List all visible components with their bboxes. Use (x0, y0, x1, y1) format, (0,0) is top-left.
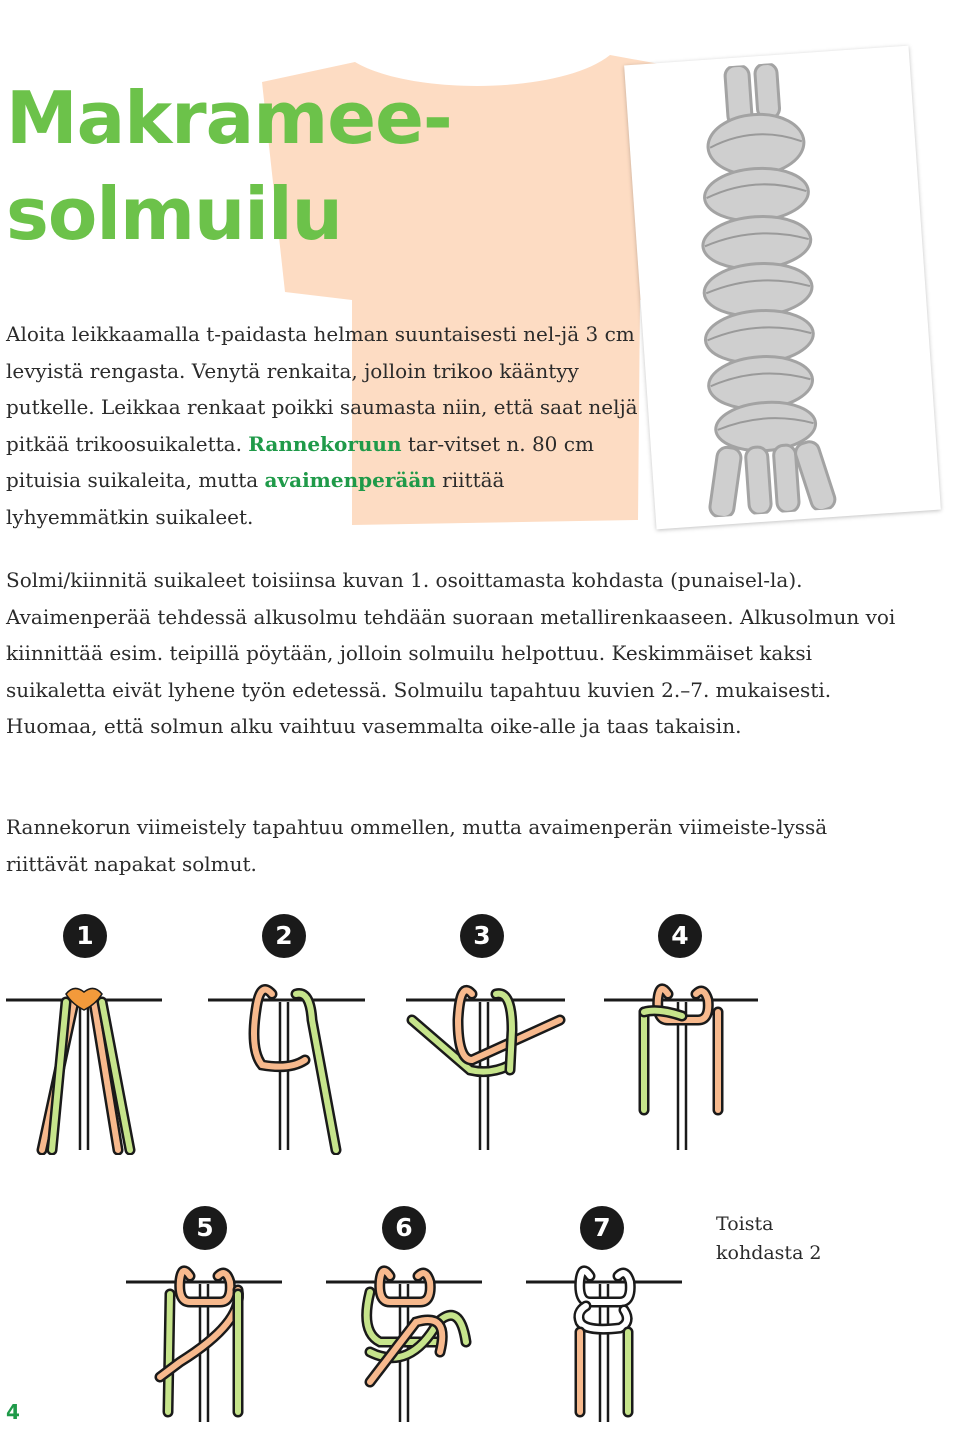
page-title (6, 70, 452, 262)
repeat-note-line-1: Toista (716, 1213, 774, 1235)
macrame-photo-image (633, 54, 933, 521)
finishing-paragraph: Rannekorun viimeistely tapahtuu ommellen, mutta avaimenperän viimeiste-lyssä riittävät napakat solmut. (6, 815, 828, 876)
knot-step-7-diagram (520, 1262, 690, 1422)
step-number-7: 7 (580, 1206, 624, 1250)
instructions-paragraph: Solmi/kiinnitä suikaleet toisiinsa kuvan 1. osoittamasta kohdasta (punaisel-la). Avaimenperää tehdessä alkusolmu tehdään suoraan metallirenkaaseen. Alkusolmun voi kiinnittää esim. teipillä pöytään, jolloin solmuilu helpottuu. Keskimmäiset kaksi suikaletta eivät lyhene työn edetessä. Solmuilu tapahtuu kuvien 2.–7. mukaisesti. Huomaa, että solmun alku vaihtuu vasemmalta oike-alle ja taas takaisin. (6, 568, 896, 738)
intro-text-1: Aloita leikkaamalla t-paidasta helman suuntaisesti nel-jä 3 cm levyistä rengasta. Venytä renkaita, jolloin trikoo kääntyy putkelle. Leikkaa renkaat poikki saumasta niin, että saat neljä pitkää trikoosuikaletta. (6, 322, 638, 456)
step-number-1: 1 (63, 914, 107, 958)
step-number-5: 5 (183, 1206, 227, 1250)
step-number-3: 3 (460, 914, 504, 958)
knot-step-2-diagram (200, 980, 370, 1155)
knot-step-6-diagram (320, 1262, 490, 1422)
knot-step-4-diagram (598, 980, 768, 1155)
step-number-6: 6 (382, 1206, 426, 1250)
step-number-4: 4 (658, 914, 702, 958)
highlight-avaimenperaan: avaimenperään (264, 468, 436, 492)
step-number-2: 2 (262, 914, 306, 958)
page-number: 4 (6, 1400, 20, 1424)
intro-paragraph (6, 316, 646, 535)
knot-step-3-diagram (400, 980, 570, 1155)
repeat-note-line-2: kohdasta 2 (716, 1242, 822, 1264)
intro-text-2: tar-vitset n. 80 cm pituisia suikaleita, mutta (6, 431, 594, 492)
knot-step-5-diagram (120, 1262, 290, 1422)
macrame-knot-photo (624, 46, 941, 530)
repeat-note (716, 1210, 822, 1268)
intro-text-3: riittää lyhyemmätkin suikaleet. (6, 468, 505, 529)
knot-step-1-diagram (0, 980, 170, 1155)
title-line-2: solmuilu (6, 172, 342, 256)
title-line-1: Makramee- (6, 76, 452, 160)
highlight-rannekoruun: Rannekoruun (248, 431, 402, 456)
